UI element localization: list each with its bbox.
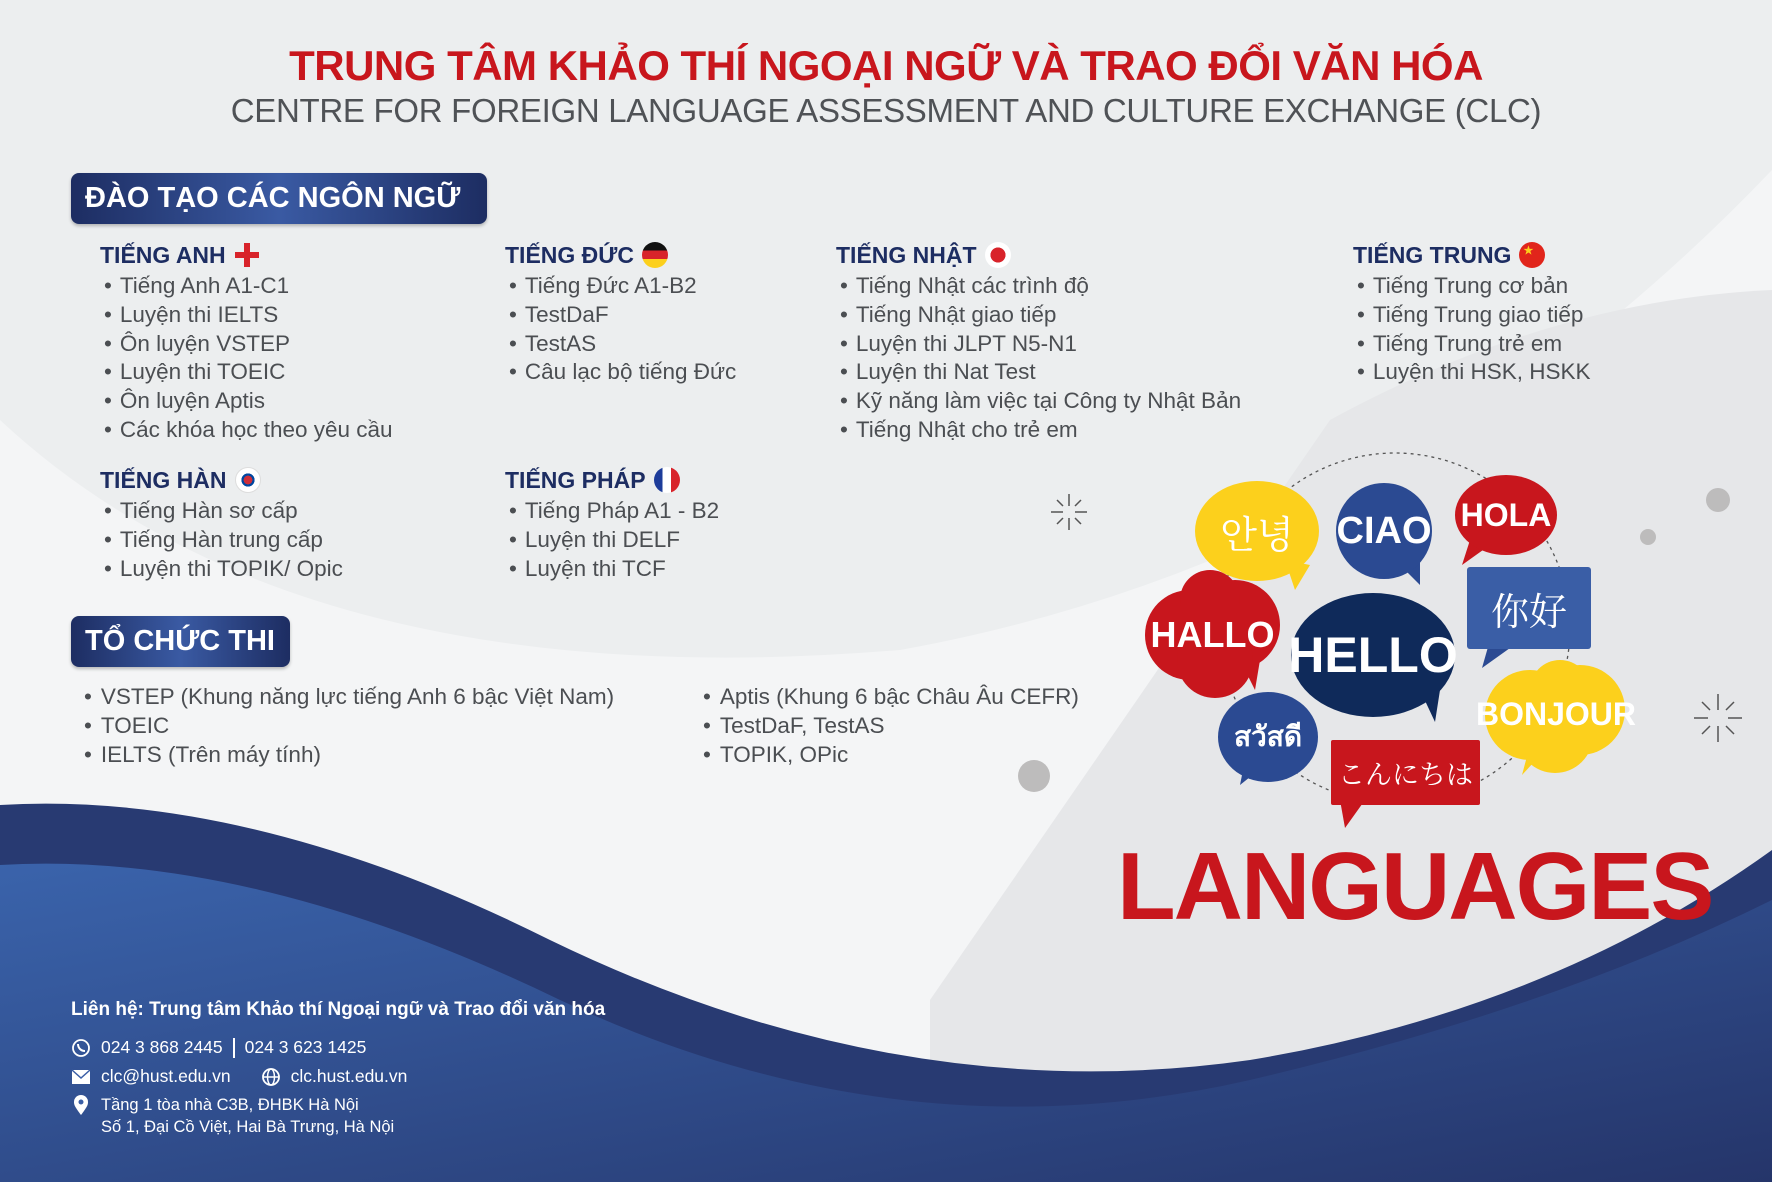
bubble-japanese: こんにちは — [1338, 759, 1473, 791]
list-item: • TestDaF — [505, 301, 736, 330]
bubble-german: HALLO — [1150, 614, 1275, 655]
list-item: • TOEIC — [84, 711, 614, 740]
address-line-1: Tầng 1 tòa nhà C3B, ĐHBK Hà Nội — [101, 1095, 359, 1114]
languages-heading: LANGUAGES — [1117, 833, 1713, 940]
germany-flag-icon — [642, 242, 668, 268]
korea-flag-icon — [235, 467, 261, 493]
phone-1[interactable]: 024 3 868 2445 — [101, 1037, 223, 1057]
lang-german — [505, 240, 736, 387]
list-item: • VSTEP (Khung năng lực tiếng Anh 6 bậc Việt Nam) — [84, 682, 614, 711]
gray-dot — [1706, 488, 1730, 512]
list-item: • Tiếng Anh A1-C1 — [100, 272, 393, 301]
list-item: • Ôn luyện Aptis — [100, 387, 393, 416]
lang-title: TIẾNG HÀN — [100, 466, 227, 493]
japan-flag-icon — [985, 242, 1011, 268]
list-item: • Tiếng Trung giao tiếp — [1353, 301, 1591, 330]
list-item: • Câu lạc bộ tiếng Đức — [505, 358, 736, 387]
website-link[interactable]: clc.hust.edu.vn — [290, 1066, 408, 1086]
training-badge: ĐÀO TẠO CÁC NGÔN NGỮ — [71, 173, 487, 224]
france-flag-icon — [654, 467, 680, 493]
list-item: • Tiếng Nhật cho trẻ em — [836, 416, 1241, 445]
list-item: • TOPIK, OPic — [703, 740, 1079, 769]
title-english: CENTRE FOR FOREIGN LANGUAGE ASSESSMENT AND CULTURE EXCHANGE (CLC) — [230, 92, 1542, 129]
list-item: • Luyện thi DELF — [505, 526, 719, 555]
list-item: • Luyện thi Nat Test — [836, 358, 1241, 387]
list-item: • Tiếng Pháp A1 - B2 — [505, 497, 719, 526]
list-item: • Tiếng Trung trẻ em — [1353, 330, 1591, 359]
list-item: • Tiếng Nhật các trình độ — [836, 272, 1241, 301]
bubble-chinese: 你好 — [1490, 589, 1567, 634]
bubble-spanish: HOLA — [1460, 496, 1552, 533]
list-item: • Luyện thi TOEIC — [100, 358, 393, 387]
exam-list-left — [84, 682, 614, 769]
location-pin-icon — [71, 1094, 91, 1116]
list-item: • Luyện thi IELTS — [100, 301, 393, 330]
globe-icon — [261, 1067, 281, 1087]
phone-2[interactable]: 024 3 623 1425 — [244, 1037, 367, 1057]
email-link[interactable]: clc@hust.edu.vn — [101, 1066, 231, 1086]
bubble-italian: CIAO — [1336, 509, 1432, 552]
list-item: • Luyện thi TCF — [505, 555, 719, 584]
list-item: • Kỹ năng làm việc tại Công ty Nhật Bản — [836, 387, 1241, 416]
list-item: • Luyện thi HSK, HSKK — [1353, 358, 1591, 387]
phone-icon — [71, 1038, 91, 1058]
england-flag-icon — [234, 242, 260, 268]
list-item: • Các khóa học theo yêu cầu — [100, 416, 393, 445]
lang-french — [505, 465, 719, 583]
bubble-french: BONJOUR — [1476, 695, 1637, 732]
list-item: • Aptis (Khung 6 bậc Châu Âu CEFR) — [703, 682, 1079, 711]
list-item: • Tiếng Hàn sơ cấp — [100, 497, 343, 526]
lang-title: TIẾNG NHẬT — [836, 241, 977, 268]
lang-title: TIẾNG PHÁP — [505, 466, 646, 493]
gray-dot — [1640, 529, 1656, 545]
bubble-english: HELLO — [1288, 627, 1458, 683]
list-item: • Tiếng Đức A1-B2 — [505, 272, 736, 301]
list-item: • IELTS (Trên máy tính) — [84, 740, 614, 769]
lang-english — [100, 240, 393, 445]
lang-japanese — [836, 240, 1241, 445]
list-item: • Luyện thi TOPIK/ Opic — [100, 555, 343, 584]
exam-list-right — [703, 682, 1079, 769]
list-item: • Tiếng Nhật giao tiếp — [836, 301, 1241, 330]
list-item: • TestAS — [505, 330, 736, 359]
list-item: • Luyện thi JLPT N5-N1 — [836, 330, 1241, 359]
exams-badge: TỔ CHỨC THI — [71, 616, 290, 667]
address-line-2: Số 1, Đại Cồ Việt, Hai Bà Trưng, Hà Nội — [101, 1118, 395, 1136]
lang-title: TIẾNG TRUNG — [1353, 241, 1512, 268]
divider — [233, 1038, 235, 1058]
bubble-korean: 안녕 — [1220, 512, 1294, 557]
lang-chinese — [1353, 240, 1591, 387]
bubble-thai: สวัสดี — [1233, 720, 1303, 753]
list-item: • Ôn luyện VSTEP — [100, 330, 393, 359]
list-item: • Tiếng Hàn trung cấp — [100, 526, 343, 555]
list-item: • Tiếng Trung cơ bản — [1353, 272, 1591, 301]
title-vietnamese: TRUNG TÂM KHẢO THÍ NGOẠI NGỮ VÀ TRAO ĐỔI VĂN HÓA — [289, 42, 1483, 89]
contact-label: Liên hệ: Trung tâm Khảo thí Ngoại ngữ và Trao đổi văn hóa — [71, 999, 606, 1020]
lang-title: TIẾNG ĐỨC — [505, 241, 634, 268]
china-flag-icon: ★ — [1519, 242, 1545, 268]
lang-korean — [100, 465, 343, 583]
lang-title: TIẾNG ANH — [100, 241, 226, 268]
list-item: • TestDaF, TestAS — [703, 711, 1079, 740]
email-icon — [71, 1069, 91, 1085]
